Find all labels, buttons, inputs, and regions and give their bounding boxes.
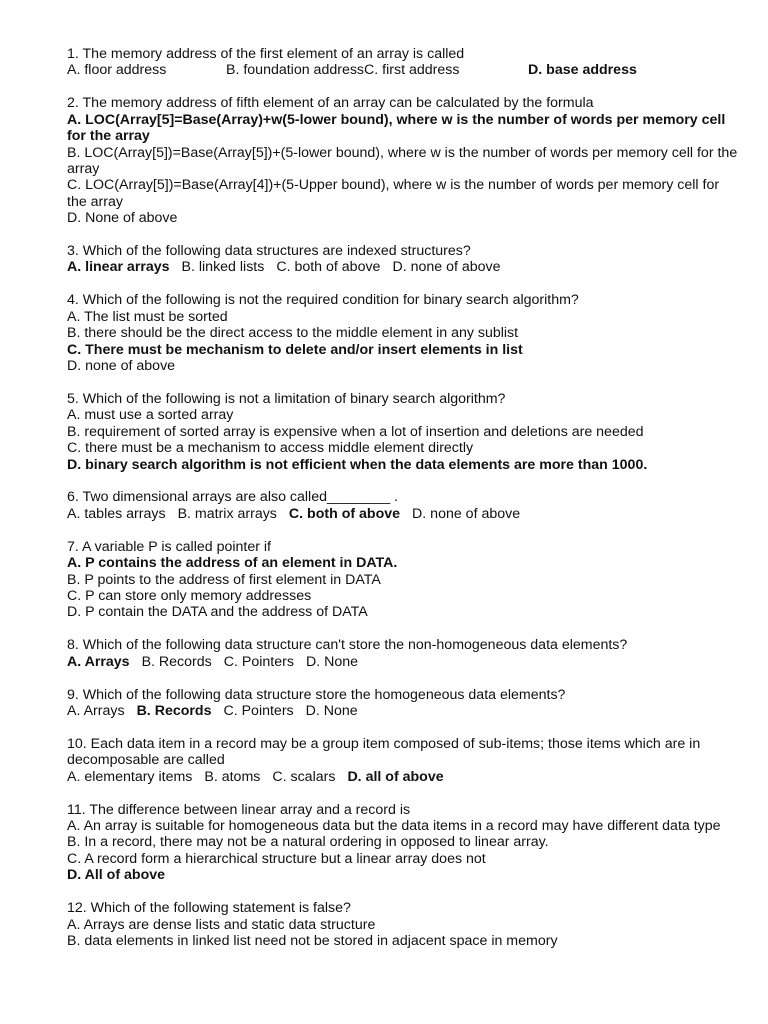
question-stem: 12. Which of the following statement is false?: [67, 900, 351, 917]
option-row: [67, 769, 738, 785]
option-c: C. Pointers: [223, 653, 294, 670]
option-row: [67, 62, 738, 78]
option-b: B. In a record, there may not be a natural ordering in opposed to linear array.: [67, 834, 549, 851]
question-1: [67, 46, 738, 79]
option-d: D. None: [305, 703, 358, 719]
option-c: C. there must be a mechanism to access middle element directly: [67, 440, 474, 457]
option-b-answer: B. Records: [136, 703, 212, 719]
option-b: B. requirement of sorted array is expensive when a lot of insertion and deletions are needed: [67, 423, 644, 440]
question-5: [67, 391, 738, 473]
question-8: [67, 637, 738, 670]
question-12: [67, 900, 738, 949]
option-b: B. data elements in linked list need not be stored in adjacent space in memory: [67, 932, 558, 949]
option-b: B. LOC(Array[5])=Base(Array[5])+(5-lower bound), where w is the number of words per memory cell for the array: [67, 144, 738, 177]
option-a: A. The list must be sorted: [67, 308, 228, 325]
option-row: [67, 259, 738, 275]
option-a: A. tables arrays: [67, 505, 166, 522]
option-d-answer: D. all of above: [347, 768, 444, 785]
question-stem: 1. The memory address of the first element of an array is called: [67, 46, 465, 62]
option-b: B. linked lists: [181, 259, 265, 276]
option-a: A. Arrays: [67, 703, 125, 719]
option-a: A. Arrays are dense lists and static data structure: [67, 916, 376, 933]
question-stem: 9. Which of the following data structure store the homogeneous data elements?: [67, 686, 566, 703]
option-c: C. both of above: [276, 259, 381, 276]
option-d: D. none of above: [67, 358, 176, 374]
option-c-answer: C. both of above: [288, 505, 401, 522]
option-b: B. P points to the address of first element in DATA: [67, 571, 381, 588]
option-c: C. first address: [364, 62, 460, 79]
question-stem: 8. Which of the following data structure can't store the non-homogeneous data elements?: [67, 637, 628, 654]
option-d-answer: D. All of above: [67, 867, 166, 884]
question-6: [67, 489, 738, 522]
option-row: [67, 506, 738, 522]
option-d: D. none of above: [412, 505, 521, 522]
option-a: A. An array is suitable for homogeneous data but the data items in a record may have different data type: [67, 818, 721, 835]
option-a: A. elementary items: [67, 768, 193, 785]
option-d: D. None of above: [67, 210, 178, 227]
option-b: B. atoms: [204, 768, 261, 785]
option-d: D. P contain the DATA and the address of DATA: [67, 604, 368, 621]
option-b: B. foundation address: [226, 62, 365, 79]
question-stem: 11. The difference between linear array and a record is: [67, 801, 411, 818]
question-stem: 5. Which of the following is not a limitation of binary search algorithm?: [67, 390, 506, 407]
question-11: [67, 802, 738, 884]
option-d: D. none of above: [392, 259, 501, 276]
option-c: C. Pointers: [223, 703, 294, 719]
question-9: [67, 687, 738, 720]
option-c: C. A record form a hierarchical structure but a linear array does not: [67, 850, 486, 867]
question-7: [67, 539, 738, 621]
question-stem: 2. The memory address of fifth element of an array can be calculated by the formula: [67, 95, 594, 112]
option-c: C. LOC(Array[5])=Base(Array[4])+(5-Upper bound), where w is the number of words per memory cell for the array: [67, 177, 720, 210]
question-stem: 3. Which of the following data structures are indexed structures?: [67, 243, 471, 260]
question-3: [67, 243, 738, 276]
option-d: D. None: [305, 653, 358, 670]
option-row: [67, 703, 738, 719]
option-a-answer: A. P contains the address of an element in DATA.: [67, 555, 398, 572]
option-a-answer: A. LOC(Array[5]=Base(Array)+w(5-lower bound), where w is the number of words per memory cell for the array: [67, 111, 726, 145]
option-a: A. floor address: [67, 62, 167, 79]
option-b: B. matrix arrays: [177, 505, 277, 522]
option-d-answer: D. binary search algorithm is not efficient when the data elements are more than 1000.: [67, 456, 648, 473]
option-c-answer: C. There must be mechanism to delete and/or insert elements in list: [67, 341, 523, 358]
option-a-answer: A. linear arrays: [67, 259, 170, 276]
option-a: A. must use a sorted array: [67, 407, 234, 424]
question-stem: 6. Two dimensional arrays are also called________ .: [67, 489, 398, 506]
question-10: [67, 736, 738, 785]
question-2: [67, 95, 738, 226]
option-a-answer: A. Arrays: [67, 653, 130, 670]
option-row: [67, 654, 738, 670]
option-b: B. there should be the direct access to the middle element in any sublist: [67, 325, 519, 342]
option-c: C. P can store only memory addresses: [67, 587, 312, 604]
option-b: B. Records: [141, 653, 212, 670]
question-stem: 7. A variable P is called pointer if: [67, 538, 271, 555]
question-stem: 4. Which of the following is not the required condition for binary search algorithm?: [67, 292, 579, 309]
option-c: C. scalars: [272, 768, 336, 785]
question-4: [67, 292, 738, 374]
option-d-answer: D. base address: [528, 62, 637, 79]
question-stem: 10. Each data item in a record may be a group item composed of sub-items; those items which are in decomposable are called: [67, 735, 701, 769]
